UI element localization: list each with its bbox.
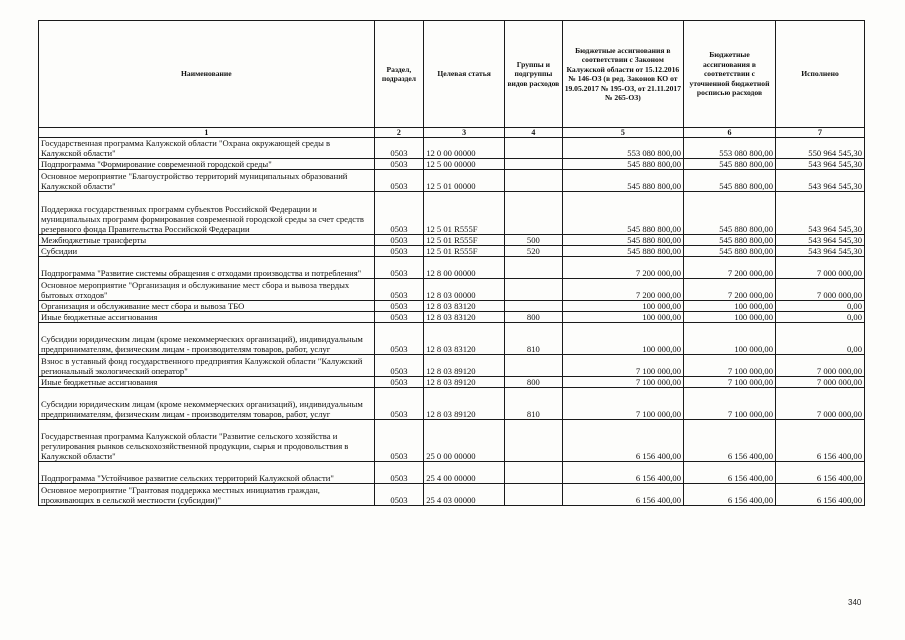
column-number-row (39, 128, 865, 138)
cell-name: Государственная программа Калужской области "Охрана окружающей среды в Калужской области" (39, 138, 375, 159)
cell-name: Государственная программа Калужской области "Развитие сельского хозяйства и регулирования рынков сельскохозяйственной продукции, сырья и продовольствия в Калужской области" (39, 420, 375, 462)
cell-executed-amount: 6 156 400,00 (776, 484, 865, 506)
cell-executed-amount: 7 000 000,00 (776, 377, 865, 388)
cell-law-amount: 545 880 800,00 (562, 170, 683, 192)
cell-refined-amount: 6 156 400,00 (684, 484, 776, 506)
cell-law-amount: 7 100 000,00 (562, 355, 683, 377)
table-row (39, 484, 865, 506)
cell-refined-amount: 545 880 800,00 (684, 159, 776, 170)
table-row (39, 159, 865, 170)
cell-target: 12 8 03 83120 (424, 301, 505, 312)
cell-refined-amount: 6 156 400,00 (684, 462, 776, 484)
cell-name: Подпрограмма "Формирование современной городской среды" (39, 159, 375, 170)
header-row (39, 21, 865, 128)
cell-group (505, 355, 563, 377)
cell-name: Иные бюджетные ассигнования (39, 312, 375, 323)
cell-group (505, 462, 563, 484)
cell-section: 0503 (374, 138, 424, 159)
cell-law-amount: 7 100 000,00 (562, 388, 683, 420)
cell-group: 500 (505, 235, 563, 246)
cell-target: 12 5 01 R555F (424, 192, 505, 235)
cell-name: Подпрограмма "Развитие системы обращения с отходами производства и потребления" (39, 257, 375, 279)
cell-section: 0503 (374, 257, 424, 279)
cell-law-amount: 7 100 000,00 (562, 377, 683, 388)
cell-group (505, 484, 563, 506)
cell-name: Иные бюджетные ассигнования (39, 377, 375, 388)
cell-section: 0503 (374, 420, 424, 462)
cell-section: 0503 (374, 235, 424, 246)
cell-law-amount: 545 880 800,00 (562, 246, 683, 257)
cell-refined-amount: 545 880 800,00 (684, 235, 776, 246)
cell-name: Межбюджетные трансферты (39, 235, 375, 246)
cell-target: 12 8 03 83120 (424, 312, 505, 323)
cell-group (505, 138, 563, 159)
cell-refined-amount: 7 200 000,00 (684, 257, 776, 279)
table-row (39, 138, 865, 159)
cell-section: 0503 (374, 388, 424, 420)
cell-executed-amount: 543 964 545,30 (776, 170, 865, 192)
col-header-name: Наименование (39, 21, 375, 128)
page-number: 340 (848, 598, 862, 607)
cell-refined-amount: 7 200 000,00 (684, 279, 776, 301)
cell-name: Основное мероприятие "Организация и обслуживание мест сбора и вывоза твердых бытовых отходов" (39, 279, 375, 301)
col-number: 4 (505, 128, 563, 138)
col-header-executed: Исполнено (776, 21, 865, 128)
table-row (39, 235, 865, 246)
cell-target: 12 5 01 R555F (424, 246, 505, 257)
cell-section: 0503 (374, 355, 424, 377)
table-row (39, 323, 865, 355)
cell-name: Организация и обслуживание мест сбора и вывоза ТБО (39, 301, 375, 312)
cell-target: 25 4 03 00000 (424, 484, 505, 506)
cell-refined-amount: 553 080 800,00 (684, 138, 776, 159)
table-row (39, 462, 865, 484)
table-row (39, 246, 865, 257)
cell-law-amount: 6 156 400,00 (562, 462, 683, 484)
cell-group: 800 (505, 377, 563, 388)
cell-law-amount: 545 880 800,00 (562, 192, 683, 235)
cell-name: Субсидии юридическим лицам (кроме некоммерческих организаций), индивидуальным предпринимателям, физическим лицам - производителям товаров, работ, услуг (39, 323, 375, 355)
cell-target: 12 5 00 00000 (424, 159, 505, 170)
table-row (39, 420, 865, 462)
col-header-section: Раздел, подраздел (374, 21, 424, 128)
cell-refined-amount: 100 000,00 (684, 301, 776, 312)
cell-executed-amount: 6 156 400,00 (776, 462, 865, 484)
cell-refined-amount: 100 000,00 (684, 312, 776, 323)
cell-law-amount: 100 000,00 (562, 323, 683, 355)
table-row (39, 377, 865, 388)
cell-group (505, 301, 563, 312)
cell-section: 0503 (374, 462, 424, 484)
cell-name: Основное мероприятие "Грантовая поддержка местных инициатив граждан, проживающих в сельской местности (субсидии)" (39, 484, 375, 506)
cell-target: 25 4 00 00000 (424, 462, 505, 484)
cell-target: 12 8 03 83120 (424, 323, 505, 355)
cell-name: Основное мероприятие "Благоустройство территорий муниципальных образований Калужской области" (39, 170, 375, 192)
cell-section: 0503 (374, 279, 424, 301)
cell-executed-amount: 7 000 000,00 (776, 257, 865, 279)
col-number: 3 (424, 128, 505, 138)
cell-target: 12 8 03 89120 (424, 377, 505, 388)
cell-target: 12 8 03 89120 (424, 355, 505, 377)
cell-law-amount: 100 000,00 (562, 312, 683, 323)
table-row (39, 257, 865, 279)
cell-group (505, 192, 563, 235)
cell-law-amount: 7 200 000,00 (562, 279, 683, 301)
cell-target: 12 5 01 00000 (424, 170, 505, 192)
col-number: 5 (562, 128, 683, 138)
cell-executed-amount: 0,00 (776, 323, 865, 355)
table-row (39, 388, 865, 420)
cell-executed-amount: 7 000 000,00 (776, 279, 865, 301)
cell-refined-amount: 100 000,00 (684, 323, 776, 355)
cell-group (505, 279, 563, 301)
cell-executed-amount: 543 964 545,30 (776, 235, 865, 246)
table-row (39, 279, 865, 301)
cell-section: 0503 (374, 301, 424, 312)
cell-target: 12 0 00 00000 (424, 138, 505, 159)
col-header-target: Целевая статья (424, 21, 505, 128)
col-header-group: Группы и подгруппы видов расходов (505, 21, 563, 128)
cell-group (505, 159, 563, 170)
cell-section: 0503 (374, 159, 424, 170)
table-row (39, 355, 865, 377)
cell-refined-amount: 6 156 400,00 (684, 420, 776, 462)
cell-group: 800 (505, 312, 563, 323)
cell-law-amount: 6 156 400,00 (562, 420, 683, 462)
cell-executed-amount: 0,00 (776, 301, 865, 312)
cell-group: 810 (505, 388, 563, 420)
col-header-refined: Бюджетные ассигнования в соответствии с уточненной бюджетной росписью расходов (684, 21, 776, 128)
cell-section: 0503 (374, 377, 424, 388)
cell-law-amount: 7 200 000,00 (562, 257, 683, 279)
cell-executed-amount: 543 964 545,30 (776, 246, 865, 257)
cell-target: 12 5 01 R555F (424, 235, 505, 246)
col-number: 7 (776, 128, 865, 138)
cell-name: Субсидии юридическим лицам (кроме некоммерческих организаций), индивидуальным предпринимателям, физическим лицам - производителям товаров, работ, услуг (39, 388, 375, 420)
cell-name: Поддержка государственных программ субъектов Российской Федерации и муниципальных программ формирования современной городской среды за счет средств резервного фонда Правительства Российской Федерации (39, 192, 375, 235)
col-number: 2 (374, 128, 424, 138)
cell-section: 0503 (374, 323, 424, 355)
cell-group (505, 420, 563, 462)
cell-refined-amount: 7 100 000,00 (684, 388, 776, 420)
cell-executed-amount: 7 000 000,00 (776, 388, 865, 420)
cell-section: 0503 (374, 484, 424, 506)
cell-executed-amount: 550 964 545,30 (776, 138, 865, 159)
cell-refined-amount: 7 100 000,00 (684, 355, 776, 377)
cell-section: 0503 (374, 170, 424, 192)
cell-group: 810 (505, 323, 563, 355)
cell-section: 0503 (374, 312, 424, 323)
cell-section: 0503 (374, 192, 424, 235)
cell-target: 12 8 00 00000 (424, 257, 505, 279)
cell-target: 25 0 00 00000 (424, 420, 505, 462)
cell-executed-amount: 543 964 545,30 (776, 159, 865, 170)
cell-group (505, 257, 563, 279)
cell-law-amount: 545 880 800,00 (562, 159, 683, 170)
cell-name: Субсидии (39, 246, 375, 257)
cell-law-amount: 545 880 800,00 (562, 235, 683, 246)
col-number: 1 (39, 128, 375, 138)
cell-target: 12 8 03 89120 (424, 388, 505, 420)
cell-group: 520 (505, 246, 563, 257)
table-row (39, 301, 865, 312)
cell-name: Подпрограмма "Устойчивое развитие сельских территорий Калужской области" (39, 462, 375, 484)
cell-name: Взнос в уставный фонд государственного предприятия Калужской области "Калужский региональный экологический оператор" (39, 355, 375, 377)
budget-table (38, 20, 865, 506)
cell-refined-amount: 545 880 800,00 (684, 246, 776, 257)
cell-refined-amount: 545 880 800,00 (684, 170, 776, 192)
cell-group (505, 170, 563, 192)
table-row (39, 312, 865, 323)
table-row (39, 170, 865, 192)
cell-refined-amount: 545 880 800,00 (684, 192, 776, 235)
cell-law-amount: 6 156 400,00 (562, 484, 683, 506)
cell-executed-amount: 543 964 545,30 (776, 192, 865, 235)
cell-law-amount: 553 080 800,00 (562, 138, 683, 159)
cell-executed-amount: 7 000 000,00 (776, 355, 865, 377)
cell-executed-amount: 6 156 400,00 (776, 420, 865, 462)
cell-section: 0503 (374, 246, 424, 257)
cell-executed-amount: 0,00 (776, 312, 865, 323)
cell-refined-amount: 7 100 000,00 (684, 377, 776, 388)
cell-target: 12 8 03 00000 (424, 279, 505, 301)
col-number: 6 (684, 128, 776, 138)
col-header-law: Бюджетные ассигнования в соответствии с Законом Калужской области от 15.12.2016 № 146-ОЗ (в ред. Законов КО от 19.05.2017 № 195-ОЗ, от 21.11.2017 № 265-ОЗ) (562, 21, 683, 128)
cell-law-amount: 100 000,00 (562, 301, 683, 312)
table-body (39, 138, 865, 506)
table-row (39, 192, 865, 235)
